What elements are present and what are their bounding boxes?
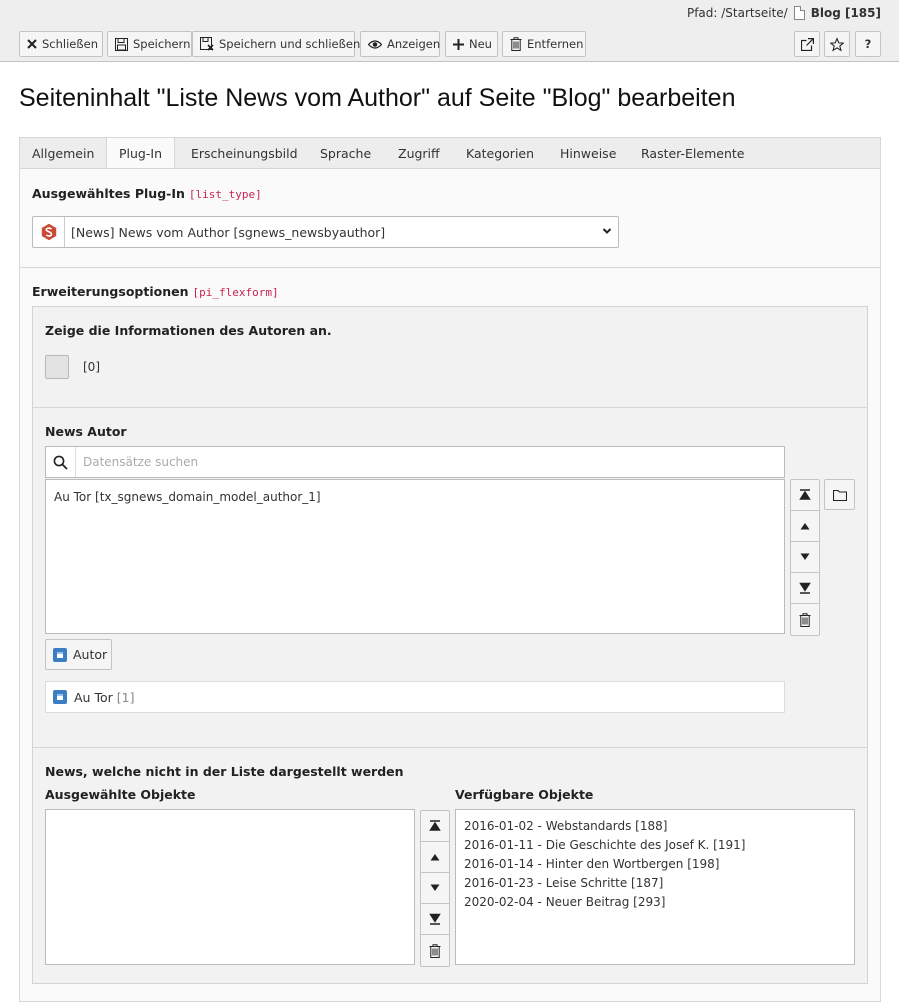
docheader	[0, 0, 899, 62]
move-up-button[interactable]	[791, 511, 819, 542]
tab-label: Erscheinungsbild	[191, 145, 298, 161]
page-label: Blog [185]	[810, 6, 881, 20]
section-divider	[33, 407, 867, 408]
path-label: Pfad: /Startseite/	[686, 6, 788, 20]
star-icon	[830, 37, 844, 51]
tab-bar	[19, 137, 881, 169]
show-author-info-label: Zeige die Informationen des Autoren an.	[45, 323, 332, 338]
save-icon	[115, 37, 128, 51]
move-to-top-button[interactable]	[791, 480, 819, 511]
show-author-info-value: [0]	[83, 360, 100, 374]
flexform-container	[32, 306, 868, 984]
list-item[interactable]: 2016-01-14 - Hinter den Wortbergen [198]	[464, 857, 720, 871]
tab-label: Allgemein	[32, 145, 95, 161]
external-link-icon	[800, 37, 814, 51]
trash-icon	[429, 944, 441, 958]
plus-icon	[453, 37, 464, 51]
author-record-uid: [1]	[116, 689, 135, 705]
trash-icon	[799, 613, 811, 627]
tab-erscheinungsbild[interactable]	[179, 137, 310, 169]
plugin-logo-icon	[33, 217, 65, 247]
save-and-close-label: Speichern und schließen	[219, 37, 361, 51]
tab-label: Raster-Elemente	[641, 145, 745, 161]
search-icon	[46, 447, 76, 477]
tab-plug-in[interactable]	[106, 137, 175, 170]
tab-allgemein[interactable]	[20, 137, 106, 169]
remove-item-button[interactable]	[421, 935, 449, 966]
tab-label: Hinweise	[560, 145, 617, 161]
delete-button-label: Entfernen	[527, 37, 584, 51]
available-objects-list[interactable]	[455, 809, 855, 965]
selected-objects-list[interactable]	[45, 809, 415, 965]
add-author-label: Autor	[73, 647, 108, 662]
close-button-label: Schließen	[42, 37, 98, 51]
author-search-placeholder: Datensätze suchen	[83, 455, 199, 469]
trash-icon	[510, 37, 522, 51]
selected-objects-label: Ausgewählte Objekte	[45, 787, 196, 802]
help-icon: ?	[864, 37, 872, 51]
browse-records-button[interactable]	[824, 479, 855, 510]
move-bottom-icon	[429, 913, 441, 925]
move-up-icon	[800, 522, 810, 530]
move-up-icon	[430, 853, 440, 861]
remove-item-button[interactable]	[791, 604, 819, 635]
save-button[interactable]	[107, 31, 192, 57]
view-button[interactable]	[360, 31, 440, 57]
list-item[interactable]: 2020-02-04 - Neuer Beitrag [293]	[464, 895, 666, 909]
move-to-bottom-button[interactable]	[791, 573, 819, 604]
author-search-field[interactable]	[45, 446, 785, 478]
list-item[interactable]: 2016-01-11 - Die Geschichte des Josef K. [191]	[464, 838, 746, 852]
breadcrumb	[687, 6, 881, 20]
move-top-icon	[429, 820, 441, 832]
eye-icon	[368, 37, 382, 51]
author-record-icon	[53, 648, 67, 662]
author-selected-list[interactable]	[45, 479, 785, 634]
view-button-label: Anzeigen	[387, 37, 441, 51]
move-bottom-icon	[799, 582, 811, 594]
delete-button[interactable]	[502, 31, 586, 57]
flexform-field-code: [pi_flexform]	[192, 286, 279, 299]
plugin-label-text: Ausgewähltes Plug-In	[32, 186, 185, 201]
tab-panel-plug-in	[19, 168, 881, 1002]
move-top-icon	[799, 489, 811, 501]
author-record-title: Au Tor	[74, 689, 113, 705]
move-down-icon	[430, 884, 440, 892]
tab-label: Kategorien	[466, 145, 535, 161]
list-item[interactable]: Au Tor [tx_sgnews_domain_model_author_1]	[54, 490, 321, 504]
section-divider	[20, 267, 880, 268]
author-record-item[interactable]	[45, 681, 785, 713]
chevron-down-icon	[602, 225, 612, 240]
page-icon	[794, 6, 805, 20]
list-item[interactable]: 2016-01-23 - Leise Schritte [187]	[464, 876, 664, 890]
excluded-news-label: News, welche nicht in der Liste dargestellt werden	[45, 764, 404, 779]
list-item[interactable]: 2016-01-02 - Webstandards [188]	[464, 819, 668, 833]
tab-kategorien[interactable]	[454, 137, 546, 169]
page-title: Seiteninhalt "Liste News vom Author" auf Seite "Blog" bearbeiten	[19, 84, 736, 112]
excluded-order-buttons	[420, 810, 450, 967]
folder-icon	[833, 489, 847, 501]
author-order-buttons	[790, 479, 820, 636]
show-author-info-checkbox[interactable]	[45, 355, 69, 379]
save-button-label: Speichern	[133, 37, 191, 51]
tab-hinweise[interactable]	[548, 137, 628, 169]
section-divider	[33, 747, 867, 748]
plugin-select[interactable]	[32, 216, 619, 248]
open-new-window-button[interactable]	[794, 31, 820, 57]
bookmark-button[interactable]	[824, 31, 850, 57]
new-button[interactable]	[445, 31, 498, 57]
plugin-field-label	[32, 186, 262, 201]
author-record-icon	[53, 690, 67, 704]
tab-raster-elemente[interactable]	[629, 137, 756, 169]
flexform-label-text: Erweiterungsoptionen	[32, 284, 189, 299]
move-to-top-button[interactable]	[421, 811, 449, 842]
flexform-field-label	[32, 284, 279, 299]
close-icon	[27, 37, 37, 51]
plugin-field-code: [list_type]	[188, 188, 262, 201]
news-author-label: News Autor	[45, 424, 127, 439]
help-button[interactable]	[855, 31, 881, 57]
add-author-button[interactable]	[45, 639, 112, 670]
move-down-icon	[800, 553, 810, 561]
tab-sprache[interactable]	[308, 137, 383, 169]
move-up-button[interactable]	[421, 842, 449, 873]
new-button-label: Neu	[469, 37, 492, 51]
tab-label: Plug-In	[119, 146, 162, 161]
save-close-icon	[200, 37, 214, 51]
tab-label: Sprache	[320, 145, 372, 161]
available-objects-label: Verfügbare Objekte	[455, 787, 594, 802]
close-button[interactable]	[19, 31, 103, 57]
tab-label: Zugriff	[398, 145, 440, 161]
tab-zugriff[interactable]	[386, 137, 452, 169]
move-down-button[interactable]	[421, 873, 449, 904]
save-and-close-button[interactable]	[192, 31, 361, 57]
plugin-select-value: [News] News vom Author [sgnews_newsbyauthor]	[71, 225, 386, 240]
move-to-bottom-button[interactable]	[421, 904, 449, 935]
move-down-button[interactable]	[791, 542, 819, 573]
